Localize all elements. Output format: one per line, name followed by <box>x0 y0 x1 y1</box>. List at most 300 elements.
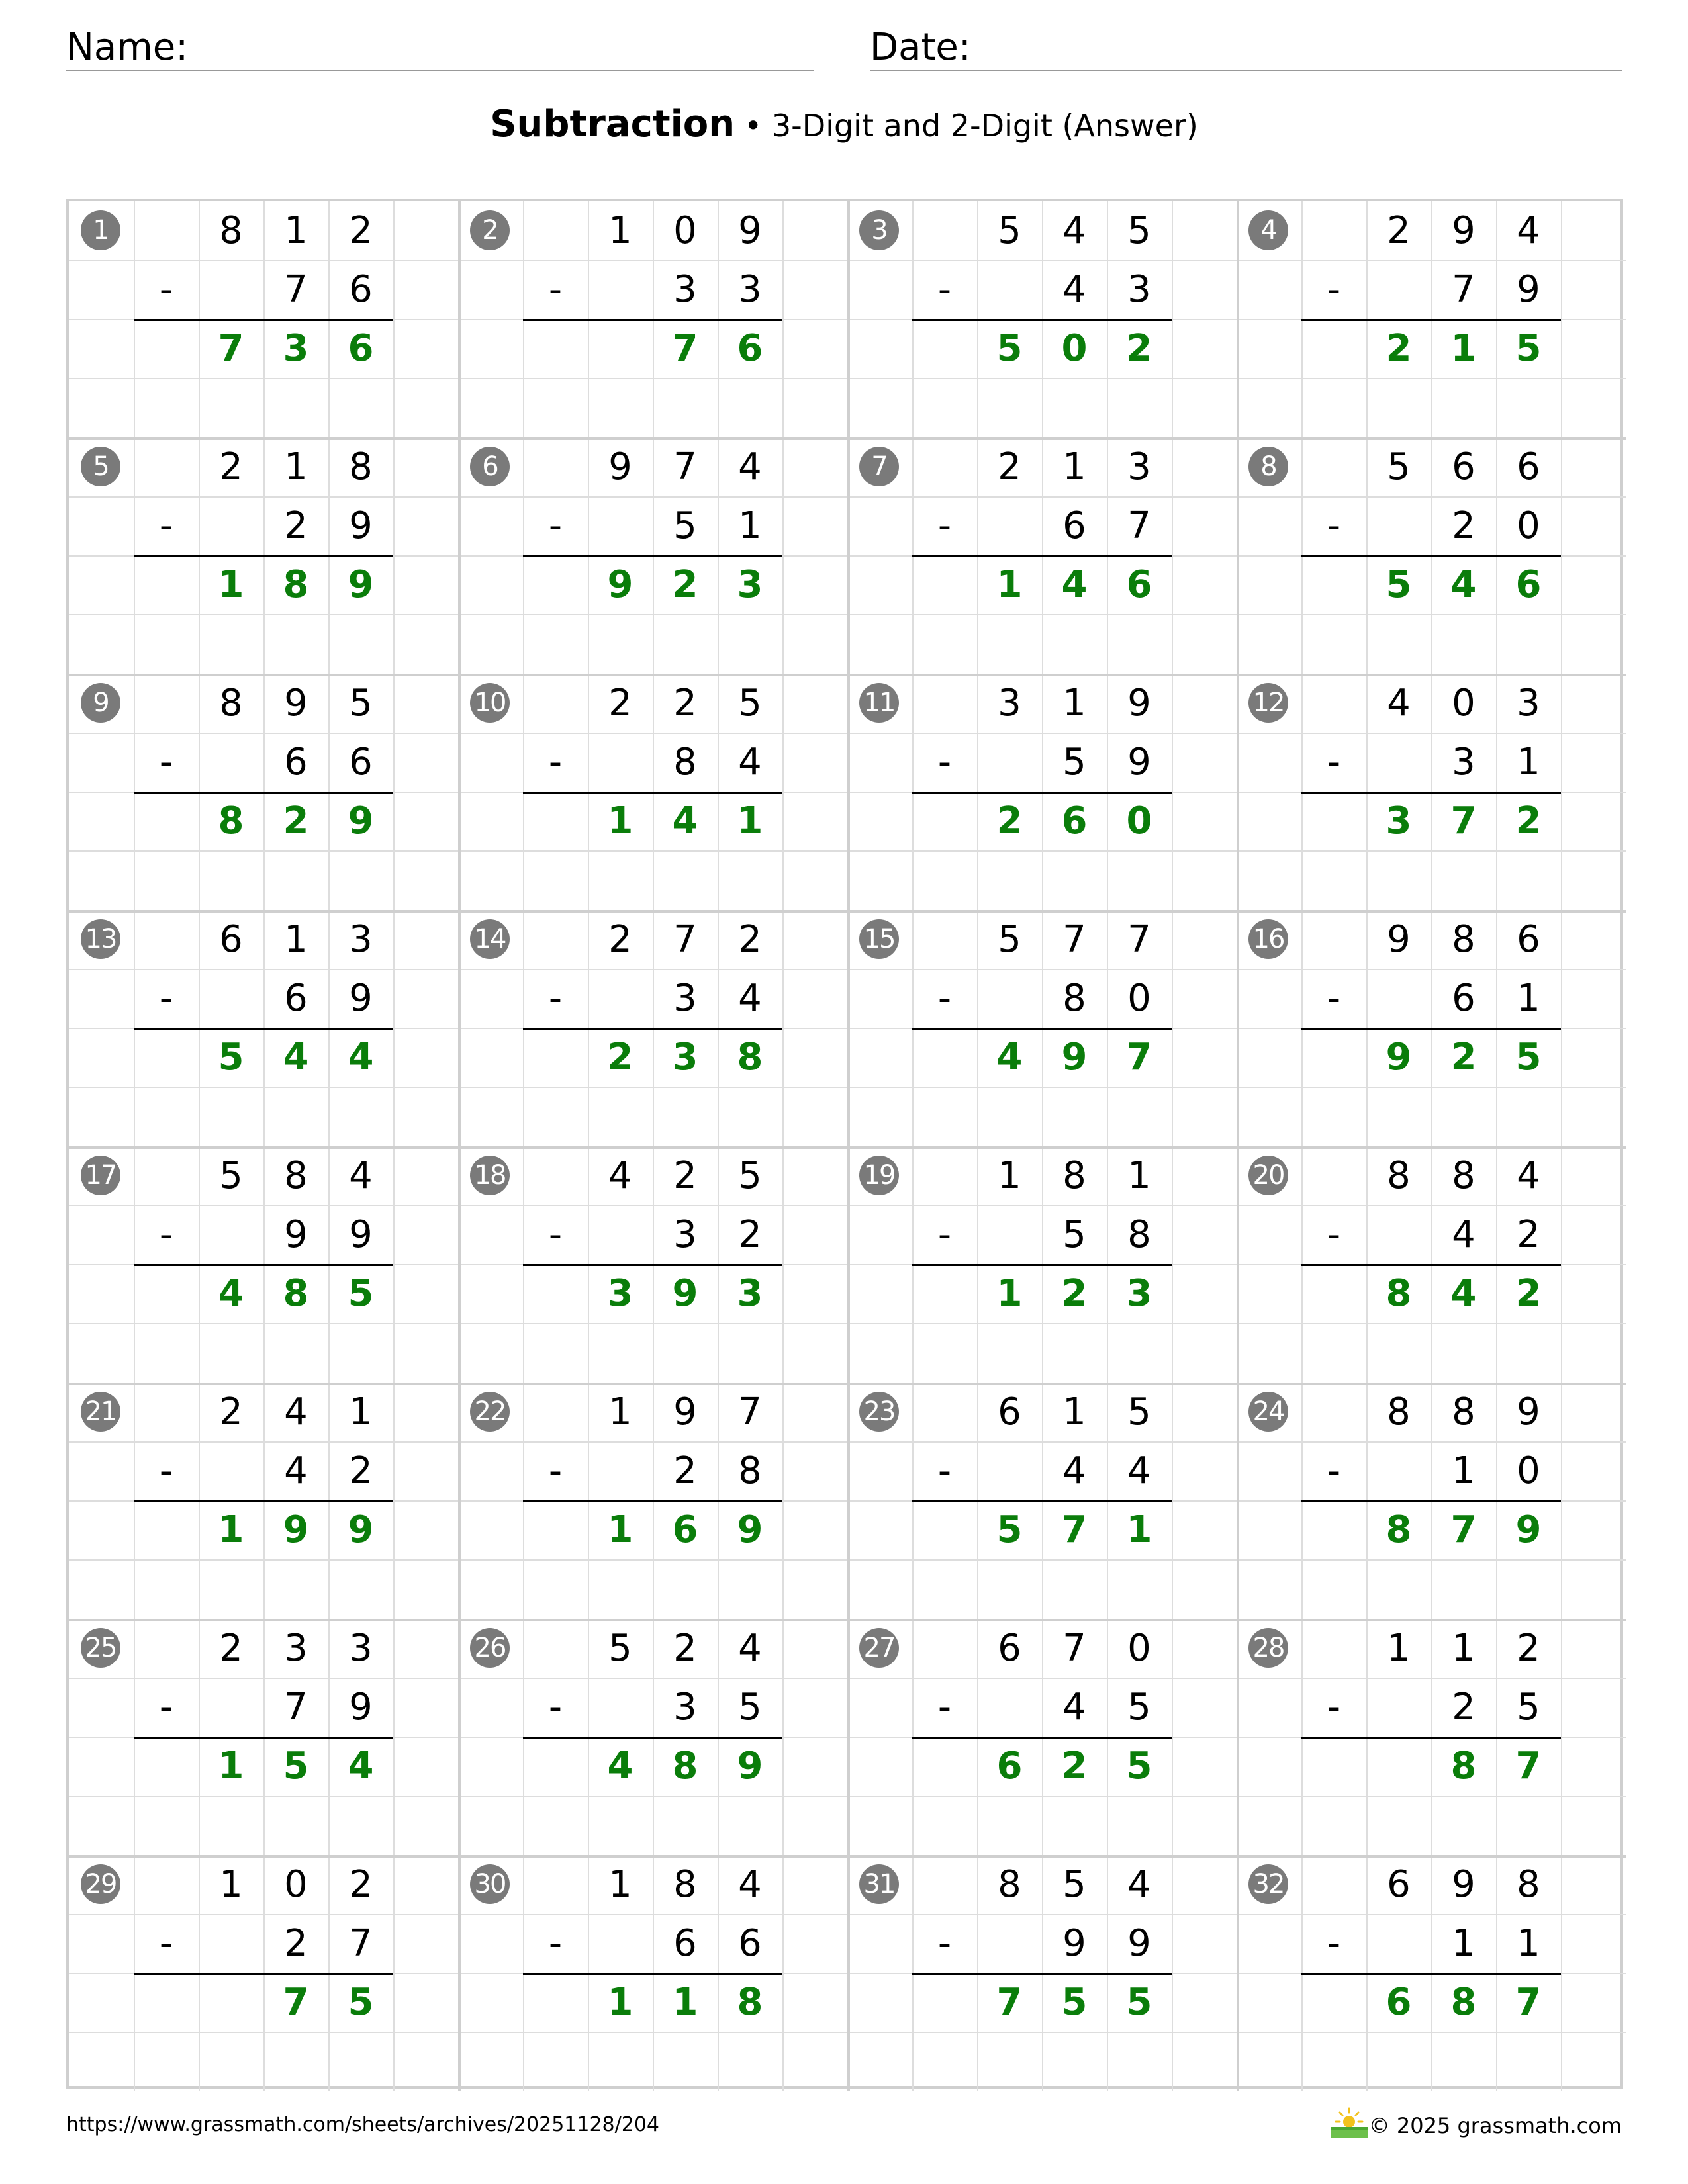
answer-digit: 1 <box>607 799 633 842</box>
answer-digit: 8 <box>1385 1271 1412 1315</box>
answer-digit: 4 <box>996 1035 1023 1079</box>
minuend-digit: 3 <box>349 1626 373 1670</box>
subtrahend-digit: 6 <box>1062 504 1086 547</box>
minus-sign: - <box>159 1685 173 1729</box>
subtrahend-digit <box>977 1914 1042 1973</box>
subtrahend-digit: 3 <box>673 267 697 311</box>
grid-line <box>847 1323 1237 1324</box>
problem-number-badge: 2 <box>470 210 510 250</box>
answer-rule <box>134 792 393 794</box>
subtrahend-digit: 3 <box>1127 267 1151 311</box>
answer-digit: 8 <box>283 563 309 606</box>
subtrahend-digit <box>199 1205 263 1264</box>
minuend-digit: 4 <box>1127 1862 1151 1906</box>
problem-divider <box>847 201 850 437</box>
problem-number-badge: 27 <box>859 1628 899 1668</box>
problem-number-badge: 12 <box>1248 683 1288 723</box>
problem-divider <box>847 437 850 674</box>
problem-28 <box>1237 1619 1626 1855</box>
subtrahend-digit <box>588 1205 653 1264</box>
name-label: Name: <box>66 26 189 69</box>
subtrahend-digit: 1 <box>1517 976 1540 1020</box>
subtrahend-digit: 3 <box>738 267 762 311</box>
minuend-digit: 8 <box>1452 1154 1476 1197</box>
grid-line <box>458 1559 847 1561</box>
minuend-digit: 1 <box>284 208 308 252</box>
minuend-digit: 4 <box>1387 681 1411 725</box>
grid-line <box>69 378 458 379</box>
minuend-digit: 1 <box>608 208 632 252</box>
answer-digit: 2 <box>672 563 698 606</box>
minuend-digit: 1 <box>998 1154 1021 1197</box>
minuend-digit: 3 <box>1127 445 1151 488</box>
answer-digit: 7 <box>1450 1508 1477 1551</box>
subtrahend-digit: 4 <box>738 740 762 784</box>
answer-digit: 5 <box>996 1508 1023 1551</box>
answer-digit: 8 <box>1385 1508 1412 1551</box>
subtrahend-digit: 6 <box>1452 976 1476 1020</box>
answer-digit: 5 <box>283 1744 309 1788</box>
answer-rule <box>912 1028 1172 1030</box>
minuend-digit: 1 <box>284 445 308 488</box>
problem-14 <box>458 910 847 1146</box>
problem-number-badge: 8 <box>1248 447 1288 486</box>
minus-sign: - <box>548 504 563 547</box>
subtrahend-digit: 5 <box>1127 1685 1151 1729</box>
problem-4 <box>1237 201 1626 437</box>
subtrahend-digit <box>977 969 1042 1028</box>
minuend-digit: 6 <box>1452 445 1476 488</box>
problem-17 <box>69 1146 458 1383</box>
problem-divider <box>458 1383 461 1619</box>
grid-line <box>1237 1087 1626 1088</box>
answer-digit: 8 <box>737 1980 763 2024</box>
answer-digit: 8 <box>283 1271 309 1315</box>
minuend-digit: 9 <box>673 1390 697 1433</box>
answer-digit: 7 <box>1061 1508 1088 1551</box>
answer-digit: 1 <box>737 799 763 842</box>
problem-number-badge: 3 <box>859 210 899 250</box>
minuend-digit: 5 <box>998 917 1021 961</box>
answer-digit: 1 <box>607 1508 633 1551</box>
problem-number-badge: 32 <box>1248 1864 1288 1904</box>
answer-digit: 2 <box>1385 326 1412 370</box>
minuend-digit: 2 <box>608 917 632 961</box>
answer-digit: 5 <box>218 1035 244 1079</box>
subtrahend-digit: 6 <box>284 976 308 1020</box>
grid-line <box>69 2032 458 2033</box>
answer-digit: 5 <box>348 1980 374 2024</box>
answer-digit: 5 <box>1061 1980 1088 2024</box>
answer-rule <box>523 1500 782 1502</box>
subtrahend-digit: 9 <box>284 1212 308 1256</box>
subtrahend-digit <box>977 496 1042 555</box>
minuend-digit: 7 <box>1062 917 1086 961</box>
subtrahend-digit: 2 <box>1452 504 1476 547</box>
subtrahend-digit: 8 <box>738 1449 762 1492</box>
problem-divider <box>458 674 461 910</box>
problem-number-badge: 30 <box>470 1864 510 1904</box>
answer-digit: 3 <box>607 1271 633 1315</box>
answer-digit: 9 <box>348 563 374 606</box>
subtrahend-digit: 7 <box>284 267 308 311</box>
sun-over-grass-icon <box>1327 2106 1372 2139</box>
subtrahend-digit <box>1366 1914 1431 1973</box>
minuend-digit: 1 <box>1127 1154 1151 1197</box>
problem-divider <box>1237 437 1239 674</box>
answer-rule <box>912 319 1172 321</box>
grid-line <box>847 1796 1237 1797</box>
answer-digit: 5 <box>1126 1980 1152 2024</box>
answer-digit: 2 <box>1515 1271 1542 1315</box>
grid-line <box>458 2032 847 2033</box>
answer-rule <box>1301 1737 1561 1739</box>
minuend-digit: 1 <box>1387 1626 1411 1670</box>
problem-number-badge: 19 <box>859 1156 899 1195</box>
minuend-digit: 0 <box>673 208 697 252</box>
answer-digit: 5 <box>348 1271 374 1315</box>
answer-digit: 7 <box>1450 799 1477 842</box>
answer-rule <box>1301 1500 1561 1502</box>
problem-number-badge: 18 <box>470 1156 510 1195</box>
answer-digit: 9 <box>607 563 633 606</box>
answer-digit: 4 <box>1450 563 1477 606</box>
minus-sign: - <box>548 976 563 1020</box>
problem-number-badge: 22 <box>470 1392 510 1432</box>
subtrahend-digit: 4 <box>1452 1212 1476 1256</box>
minus-sign: - <box>1327 1449 1341 1492</box>
problem-6 <box>458 437 847 674</box>
minuend-digit: 9 <box>1127 681 1151 725</box>
answer-digit: 4 <box>348 1035 374 1079</box>
answer-digit: 7 <box>672 326 698 370</box>
problem-divider <box>458 1619 461 1855</box>
subtrahend-digit: 6 <box>738 1921 762 1965</box>
answer-digit: 8 <box>1450 1980 1477 2024</box>
grid-line <box>458 378 847 379</box>
problem-number-badge: 7 <box>859 447 899 486</box>
answer-rule <box>134 555 393 557</box>
subtrahend-digit: 6 <box>349 267 373 311</box>
grid-line <box>847 378 1237 379</box>
name-field[interactable] <box>66 24 814 71</box>
answer-digit: 1 <box>218 1744 244 1788</box>
answer-digit: 1 <box>996 563 1023 606</box>
problem-number-badge: 6 <box>470 447 510 486</box>
minuend-digit: 2 <box>219 1626 243 1670</box>
minuend-digit: 2 <box>608 681 632 725</box>
subtrahend-digit: 9 <box>1062 1921 1086 1965</box>
subtrahend-digit: 9 <box>349 976 373 1020</box>
subtrahend-digit: 9 <box>1127 1921 1151 1965</box>
problem-3 <box>847 201 1237 437</box>
subtrahend-digit: 5 <box>1062 1212 1086 1256</box>
minuend-digit: 3 <box>998 681 1021 725</box>
date-field[interactable] <box>870 24 1622 71</box>
subtrahend-digit <box>1366 260 1431 319</box>
subtrahend-digit <box>1366 1205 1431 1264</box>
subtrahend-digit: 0 <box>1127 976 1151 1020</box>
answer-digit: 6 <box>737 326 763 370</box>
minuend-digit: 2 <box>219 1390 243 1433</box>
answer-digit: 9 <box>1515 1508 1542 1551</box>
problem-grid <box>66 199 1623 2089</box>
answer-rule <box>134 1737 393 1739</box>
answer-digit: 1 <box>672 1980 698 2024</box>
grid-line <box>1237 1796 1626 1797</box>
grid-line <box>458 1796 847 1797</box>
problem-15 <box>847 910 1237 1146</box>
problem-divider <box>458 910 461 1146</box>
minus-sign: - <box>1327 267 1341 311</box>
problem-divider <box>847 1619 850 1855</box>
minuend-digit: 5 <box>1127 208 1151 252</box>
answer-rule <box>912 1264 1172 1266</box>
answer-rule <box>1301 1973 1561 1975</box>
problem-divider <box>458 1146 461 1383</box>
answer-digit: 3 <box>737 1271 763 1315</box>
minuend-digit: 9 <box>284 681 308 725</box>
answer-digit: 8 <box>218 799 244 842</box>
subtrahend-digit <box>1366 1441 1431 1500</box>
minus-sign: - <box>937 504 952 547</box>
subtrahend-digit: 7 <box>284 1685 308 1729</box>
problem-number-badge: 21 <box>81 1392 120 1432</box>
grid-line <box>69 1796 458 1797</box>
answer-digit: 4 <box>672 799 698 842</box>
minuend-digit: 6 <box>219 917 243 961</box>
subtrahend-digit: 2 <box>284 504 308 547</box>
subtrahend-digit <box>199 1441 263 1500</box>
minuend-digit: 6 <box>1517 917 1540 961</box>
minuend-digit: 1 <box>219 1862 243 1906</box>
minus-sign: - <box>548 740 563 784</box>
subtrahend-digit: 8 <box>673 740 697 784</box>
minuend-digit: 3 <box>1517 681 1540 725</box>
minuend-digit: 2 <box>349 1862 373 1906</box>
grid-line <box>1237 614 1626 615</box>
answer-digit: 9 <box>1061 1035 1088 1079</box>
grid-line <box>1237 1559 1626 1561</box>
minus-sign: - <box>548 1921 563 1965</box>
minuend-digit: 8 <box>219 208 243 252</box>
subtrahend-digit: 9 <box>349 1685 373 1729</box>
subtrahend-digit: 6 <box>349 740 373 784</box>
minus-sign: - <box>548 1212 563 1256</box>
subtrahend-digit: 6 <box>673 1921 697 1965</box>
title-main: Subtraction <box>490 103 735 146</box>
subtrahend-digit: 7 <box>1127 504 1151 547</box>
subtrahend-digit: 5 <box>673 504 697 547</box>
minuend-digit: 5 <box>349 681 373 725</box>
problem-27 <box>847 1619 1237 1855</box>
subtrahend-digit <box>199 496 263 555</box>
grid-line <box>458 1087 847 1088</box>
answer-digit: 1 <box>218 563 244 606</box>
grid-line <box>458 1323 847 1324</box>
grid-line <box>847 850 1237 852</box>
grid-line <box>1237 850 1626 852</box>
answer-rule <box>912 1737 1172 1739</box>
minuend-digit: 2 <box>673 1154 697 1197</box>
answer-digit: 8 <box>672 1744 698 1788</box>
minus-sign: - <box>548 1685 563 1729</box>
minuend-digit: 4 <box>1517 1154 1540 1197</box>
problem-31 <box>847 1855 1237 2091</box>
minus-sign: - <box>548 1449 563 1492</box>
answer-digit: 7 <box>283 1980 309 2024</box>
subtrahend-digit: 2 <box>1517 1212 1540 1256</box>
minuend-digit: 9 <box>1517 1390 1540 1433</box>
problem-5 <box>69 437 458 674</box>
problem-number-badge: 26 <box>470 1628 510 1668</box>
answer-digit: 9 <box>672 1271 698 1315</box>
minuend-digit: 2 <box>219 445 243 488</box>
answer-digit: 3 <box>1385 799 1412 842</box>
answer-digit: 2 <box>283 799 309 842</box>
problem-number-badge: 31 <box>859 1864 899 1904</box>
subtrahend-digit: 2 <box>1452 1685 1476 1729</box>
answer-rule <box>1301 1028 1561 1030</box>
minuend-digit: 9 <box>738 208 762 252</box>
answer-rule <box>134 1264 393 1266</box>
answer-rule <box>523 792 782 794</box>
minus-sign: - <box>159 504 173 547</box>
subtrahend-digit: 0 <box>1517 504 1540 547</box>
title-subtitle: • 3-Digit and 2-Digit (Answer) <box>744 108 1198 144</box>
minuend-digit: 8 <box>219 681 243 725</box>
answer-rule <box>1301 792 1561 794</box>
answer-digit: 2 <box>1061 1271 1088 1315</box>
answer-digit: 6 <box>1385 1980 1412 2024</box>
minuend-digit: 2 <box>349 208 373 252</box>
minuend-digit: 4 <box>738 445 762 488</box>
grid-line <box>847 614 1237 615</box>
worksheet-title <box>0 103 1688 146</box>
subtrahend-digit: 1 <box>1452 1921 1476 1965</box>
problem-divider <box>847 1383 850 1619</box>
minus-sign: - <box>937 1685 952 1729</box>
minuend-digit: 8 <box>1452 917 1476 961</box>
minuend-digit: 4 <box>284 1390 308 1433</box>
answer-digit: 6 <box>348 326 374 370</box>
answer-digit: 4 <box>1061 563 1088 606</box>
answer-digit: 6 <box>996 1744 1023 1788</box>
answer-rule <box>523 555 782 557</box>
problem-divider <box>458 437 461 674</box>
answer-digit: 4 <box>283 1035 309 1079</box>
minus-sign: - <box>159 267 173 311</box>
subtrahend-digit: 1 <box>1452 1449 1476 1492</box>
answer-digit: 1 <box>1126 1508 1152 1551</box>
subtrahend-digit: 7 <box>1452 267 1476 311</box>
subtrahend-digit <box>199 733 263 792</box>
answer-digit: 0 <box>1061 326 1088 370</box>
minuend-digit: 1 <box>1452 1626 1476 1670</box>
subtrahend-digit: 9 <box>349 1212 373 1256</box>
minuend-digit: 1 <box>1062 445 1086 488</box>
problem-21 <box>69 1383 458 1619</box>
problem-30 <box>458 1855 847 2091</box>
answer-digit: 4 <box>607 1744 633 1788</box>
minuend-digit: 5 <box>1062 1862 1086 1906</box>
minuend-digit: 8 <box>998 1862 1021 1906</box>
subtrahend-digit: 4 <box>1062 267 1086 311</box>
answer-digit: 2 <box>1126 326 1152 370</box>
problem-7 <box>847 437 1237 674</box>
subtrahend-digit <box>588 1441 653 1500</box>
minuend-digit: 2 <box>998 445 1021 488</box>
answer-digit <box>588 319 653 378</box>
grid-line <box>1237 378 1626 379</box>
answer-digit: 2 <box>996 799 1023 842</box>
subtrahend-digit <box>1366 1678 1431 1737</box>
answer-rule <box>523 1973 782 1975</box>
subtrahend-digit: 3 <box>673 1685 697 1729</box>
minuend-digit: 4 <box>738 1862 762 1906</box>
subtrahend-digit <box>977 1441 1042 1500</box>
answer-rule <box>523 1737 782 1739</box>
minus-sign: - <box>159 976 173 1020</box>
answer-digit: 4 <box>348 1744 374 1788</box>
grid-line <box>1237 2032 1626 2033</box>
minuend-digit: 8 <box>1517 1862 1540 1906</box>
grid-line <box>847 1087 1237 1088</box>
minus-sign: - <box>1327 740 1341 784</box>
answer-digit: 7 <box>1126 1035 1152 1079</box>
minuend-digit: 4 <box>608 1154 632 1197</box>
problem-32 <box>1237 1855 1626 2091</box>
subtrahend-digit <box>1366 496 1431 555</box>
subtrahend-digit <box>977 260 1042 319</box>
minus-sign: - <box>159 740 173 784</box>
subtrahend-digit <box>199 260 263 319</box>
problem-1 <box>69 201 458 437</box>
subtrahend-digit <box>588 496 653 555</box>
minuend-digit: 7 <box>1062 1626 1086 1670</box>
minuend-digit: 9 <box>1452 1862 1476 1906</box>
minuend-digit: 0 <box>284 1862 308 1906</box>
subtrahend-digit: 4 <box>738 976 762 1020</box>
problem-divider <box>847 910 850 1146</box>
minuend-digit: 5 <box>608 1626 632 1670</box>
problem-number-badge: 11 <box>859 683 899 723</box>
answer-digit: 9 <box>737 1508 763 1551</box>
minuend-digit: 9 <box>1452 208 1476 252</box>
subtrahend-digit: 2 <box>349 1449 373 1492</box>
grid-line <box>458 850 847 852</box>
minus-sign: - <box>937 976 952 1020</box>
minus-sign: - <box>159 1921 173 1965</box>
problem-8 <box>1237 437 1626 674</box>
problem-number-badge: 15 <box>859 919 899 959</box>
subtrahend-digit: 2 <box>738 1212 762 1256</box>
answer-digit: 6 <box>672 1508 698 1551</box>
answer-digit: 5 <box>1515 326 1542 370</box>
subtrahend-digit <box>199 1914 263 1973</box>
minus-sign: - <box>1327 504 1341 547</box>
minuend-digit: 6 <box>998 1390 1021 1433</box>
subtrahend-digit <box>1366 733 1431 792</box>
minuend-digit: 6 <box>1517 445 1540 488</box>
minuend-digit: 4 <box>349 1154 373 1197</box>
problem-divider <box>458 201 461 437</box>
answer-digit: 7 <box>996 1980 1023 2024</box>
minus-sign: - <box>937 267 952 311</box>
minuend-digit: 1 <box>349 1390 373 1433</box>
answer-digit: 0 <box>1126 799 1152 842</box>
subtrahend-digit: 8 <box>1062 976 1086 1020</box>
